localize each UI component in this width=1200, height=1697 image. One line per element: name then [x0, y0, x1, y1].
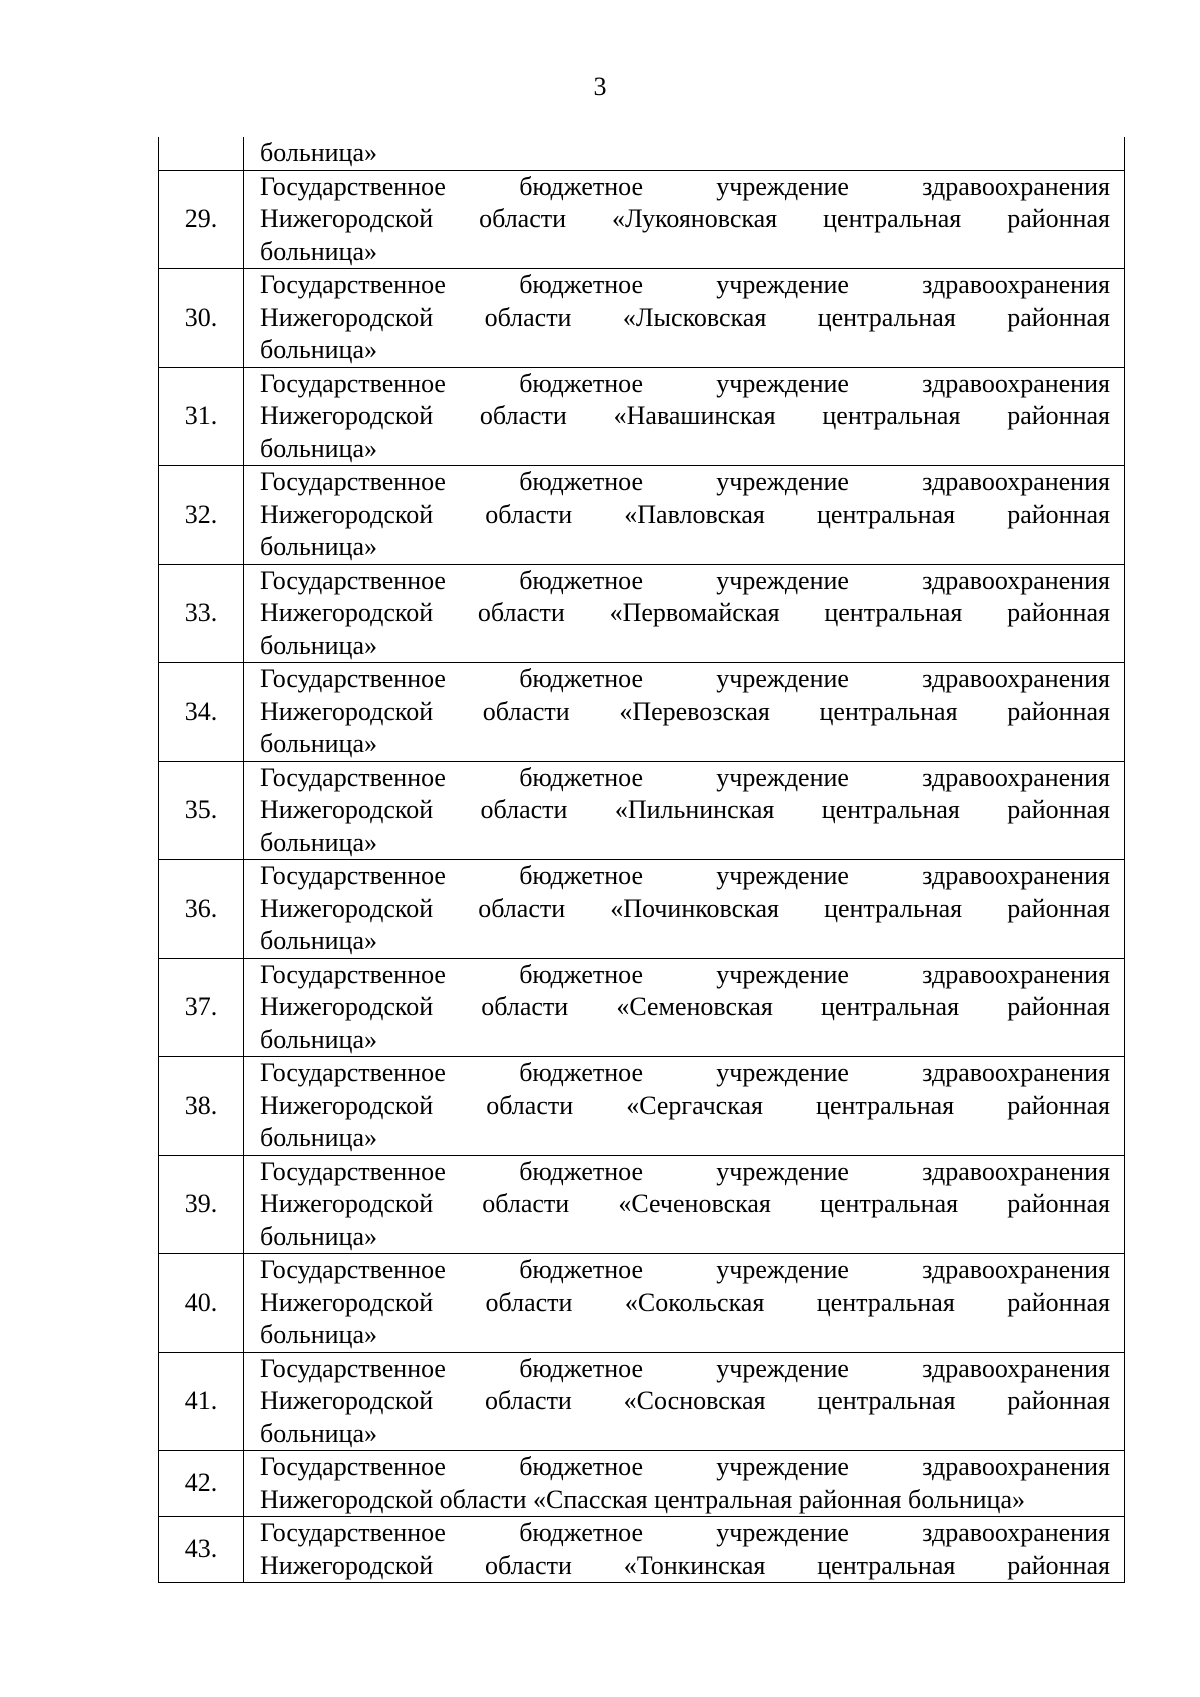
text-line: больница»	[260, 335, 377, 364]
word: центральная	[817, 302, 956, 332]
text-line: больница»	[260, 1320, 377, 1349]
word: районная	[1007, 302, 1110, 332]
table-row	[159, 367, 1125, 466]
word: центральная	[821, 795, 960, 824]
row-number: 30.	[159, 269, 244, 368]
word: Государственное	[260, 1452, 446, 1481]
word: здравоохранения	[922, 1156, 1110, 1186]
word: центральная	[817, 1386, 956, 1415]
text-line: больница»	[260, 827, 377, 857]
text-line	[260, 959, 1110, 992]
text-line	[260, 1550, 1110, 1583]
text-line: больница»	[260, 729, 377, 758]
word: бюджетное	[519, 762, 644, 792]
text-line	[260, 302, 1110, 335]
word: районная	[1007, 1090, 1110, 1120]
word: здравоохранения	[922, 861, 1110, 890]
organization-name	[244, 958, 1125, 1057]
word: Нижегородской	[260, 499, 434, 529]
organizations-table	[158, 137, 1125, 1583]
word: Нижегородской	[260, 1189, 434, 1218]
word: учреждение	[716, 270, 849, 299]
text-line: больница»	[260, 433, 377, 463]
word: области	[479, 204, 567, 233]
word: здравоохранения	[922, 171, 1110, 201]
word: области	[481, 992, 569, 1021]
word: центральная	[820, 1189, 959, 1218]
word: «Навашинская	[613, 401, 776, 430]
word: центральная	[817, 499, 956, 529]
word: районная	[1007, 1287, 1110, 1317]
word: Нижегородской	[260, 302, 434, 332]
word: Нижегородской	[260, 893, 434, 923]
table-row	[159, 1057, 1125, 1156]
text-line: больница»	[260, 926, 377, 955]
word: Нижегородской	[260, 1550, 434, 1580]
text-line	[260, 565, 1110, 598]
text-line	[260, 269, 1110, 302]
word: здравоохранения	[922, 467, 1110, 496]
table-row	[159, 761, 1125, 860]
text-line	[260, 1517, 1110, 1550]
word: области	[485, 1550, 572, 1580]
word: центральная	[819, 696, 958, 726]
word: районная	[1007, 893, 1110, 923]
word: центральная	[816, 1287, 955, 1317]
row-number: 31.	[159, 367, 244, 466]
word: здравоохранения	[922, 565, 1110, 595]
word: здравоохранения	[922, 1058, 1110, 1087]
row-number: 39.	[159, 1155, 244, 1254]
word: бюджетное	[519, 1255, 644, 1284]
word: «Лысковская	[622, 302, 767, 332]
word: Государственное	[260, 171, 446, 201]
word: бюджетное	[519, 861, 644, 890]
word: бюджетное	[519, 959, 644, 989]
table-row	[159, 1517, 1125, 1583]
text-line: больница»	[260, 630, 377, 660]
word: центральная	[820, 992, 960, 1021]
word: центральная	[822, 401, 961, 430]
text-line	[260, 1188, 1110, 1221]
word: области	[485, 499, 573, 529]
text-line	[260, 1090, 1110, 1123]
text-line	[260, 762, 1110, 795]
table-row	[159, 1451, 1125, 1517]
text-line: больница»	[260, 236, 377, 266]
word: Государственное	[260, 664, 446, 693]
word: районная	[1007, 401, 1110, 430]
word: Государственное	[260, 368, 446, 398]
word: центральная	[824, 598, 963, 627]
text-line	[260, 466, 1110, 499]
row-number: 40.	[159, 1254, 244, 1353]
word: здравоохранения	[922, 664, 1110, 693]
table-row	[159, 1155, 1125, 1254]
word: районная	[1007, 204, 1110, 233]
word: учреждение	[716, 762, 849, 792]
text-line	[260, 893, 1110, 926]
word: районная	[1007, 499, 1110, 529]
text-line	[260, 794, 1110, 827]
table-row	[159, 860, 1125, 959]
word: центральная	[817, 1550, 956, 1580]
word: учреждение	[716, 664, 849, 693]
text-line: больница»	[260, 1024, 377, 1054]
table-row	[159, 466, 1125, 565]
table-row	[159, 170, 1125, 269]
organization-name-cell	[244, 137, 1125, 170]
text-line	[260, 663, 1110, 696]
organization-name	[244, 269, 1125, 368]
word: «Сосновская	[623, 1386, 766, 1415]
table-row	[159, 1352, 1125, 1451]
word: бюджетное	[519, 1058, 644, 1087]
word: бюджетное	[519, 368, 644, 398]
word: «Сергачская	[626, 1090, 763, 1120]
word: Нижегородской	[260, 795, 434, 824]
table-row	[159, 1254, 1125, 1353]
word: районная	[1007, 598, 1110, 627]
organization-name	[244, 1155, 1125, 1254]
word: здравоохранения	[922, 368, 1110, 398]
text-line	[260, 991, 1110, 1024]
word: бюджетное	[519, 171, 644, 201]
word: Государственное	[260, 467, 446, 496]
organization-name	[244, 761, 1125, 860]
word: здравоохранения	[922, 1452, 1110, 1481]
word: области	[477, 598, 565, 627]
word: Нижегородской	[260, 992, 434, 1021]
text-line	[260, 1353, 1110, 1386]
organization-name	[244, 1517, 1125, 1583]
table-row	[159, 958, 1125, 1057]
text-line	[260, 1156, 1110, 1189]
word: Государственное	[260, 1353, 446, 1383]
text-line	[260, 597, 1110, 630]
word: учреждение	[716, 861, 849, 890]
word: области	[484, 1386, 572, 1415]
word: учреждение	[716, 171, 849, 201]
word: учреждение	[716, 1156, 849, 1186]
text-line: больница»	[260, 532, 377, 561]
word: «Тонкинская	[623, 1550, 766, 1580]
word: Государственное	[260, 762, 446, 792]
word: учреждение	[716, 1058, 849, 1087]
row-number: 32.	[159, 466, 244, 565]
organization-name	[244, 367, 1125, 466]
word: области	[480, 795, 568, 824]
table-row	[159, 564, 1125, 663]
word: «Перевозская	[619, 696, 770, 726]
organization-name	[244, 663, 1125, 762]
word: районная	[1007, 795, 1110, 824]
word: учреждение	[716, 1518, 849, 1547]
text-line	[260, 696, 1110, 729]
word: здравоохранения	[922, 1255, 1110, 1284]
text-line	[260, 1057, 1110, 1090]
organization-name	[244, 564, 1125, 663]
word: бюджетное	[519, 1156, 644, 1186]
text-line	[260, 1451, 1110, 1484]
word: бюджетное	[519, 270, 644, 299]
word: области	[478, 893, 566, 923]
word: Государственное	[260, 959, 446, 989]
row-number-cell	[159, 137, 244, 170]
word: учреждение	[716, 1452, 849, 1481]
text-line	[260, 171, 1110, 204]
word: здравоохранения	[922, 1518, 1110, 1547]
row-number: 42.	[159, 1451, 244, 1517]
word: бюджетное	[519, 1353, 644, 1383]
word: центральная	[824, 893, 963, 923]
word: области	[482, 696, 570, 726]
word: «Сокольская	[624, 1287, 765, 1317]
organization-name	[244, 170, 1125, 269]
word: районная	[1007, 696, 1110, 726]
word: учреждение	[716, 467, 849, 496]
word: области	[482, 1189, 570, 1218]
word: Государственное	[260, 1255, 446, 1284]
word: Государственное	[260, 565, 446, 595]
word: «Лукояновская	[612, 204, 778, 233]
word: «Пильнинская	[614, 795, 775, 824]
word: здравоохранения	[922, 959, 1110, 989]
text-line: больница»	[260, 1221, 377, 1251]
word: Государственное	[260, 1156, 446, 1186]
text-line	[260, 499, 1110, 532]
word: Нижегородской	[260, 401, 434, 430]
word: Государственное	[260, 1518, 446, 1547]
word: «Павловская	[624, 499, 765, 529]
organization-name	[244, 466, 1125, 565]
text-line	[260, 1254, 1110, 1287]
word: бюджетное	[519, 467, 644, 496]
row-number: 38.	[159, 1057, 244, 1156]
row-number: 29.	[159, 170, 244, 269]
text-line: больница»	[260, 1418, 377, 1448]
word: районная	[1007, 1189, 1110, 1218]
organization-name	[244, 1057, 1125, 1156]
organization-name	[244, 1352, 1125, 1451]
word: учреждение	[716, 565, 849, 595]
text-line	[260, 860, 1110, 893]
organization-name	[244, 1451, 1125, 1517]
text-line	[260, 203, 1110, 236]
text-line	[260, 368, 1110, 401]
word: районная	[1007, 992, 1110, 1021]
word: Нижегородской	[260, 696, 434, 726]
page-number: 3	[593, 72, 607, 101]
word: области	[484, 302, 572, 332]
word: учреждение	[716, 1255, 849, 1284]
table-body	[159, 137, 1125, 1583]
organization-name	[244, 1254, 1125, 1353]
text-line: больница»	[260, 1123, 377, 1152]
word: Государственное	[260, 861, 446, 890]
row-number: 36.	[159, 860, 244, 959]
word: Нижегородской	[260, 1287, 434, 1317]
row-number: 34.	[159, 663, 244, 762]
word: Нижегородской	[260, 204, 434, 233]
word: «Первомайская	[609, 598, 780, 627]
row-number: 43.	[159, 1517, 244, 1583]
continuation-text: больница»	[260, 138, 377, 167]
word: «Сеченовская	[618, 1189, 771, 1218]
word: области	[486, 1090, 574, 1120]
row-number: 41.	[159, 1352, 244, 1451]
word: здравоохранения	[922, 762, 1110, 792]
word: учреждение	[716, 959, 849, 989]
word: Нижегородской	[260, 1090, 434, 1120]
word: «Семеновская	[616, 992, 773, 1021]
word: здравоохранения	[922, 1353, 1110, 1383]
text-line: Нижегородской области «Спасская центральная районная больница»	[260, 1484, 1025, 1514]
word: Нижегородской	[260, 1386, 434, 1415]
word: области	[479, 401, 567, 430]
word: области	[485, 1287, 573, 1317]
row-number: 33.	[159, 564, 244, 663]
word: центральная	[816, 1090, 955, 1120]
table-row	[159, 269, 1125, 368]
text-line	[260, 1385, 1110, 1418]
word: Государственное	[260, 1058, 446, 1087]
word: районная	[1007, 1550, 1110, 1580]
word: Государственное	[260, 270, 446, 299]
organization-name	[244, 860, 1125, 959]
word: бюджетное	[519, 664, 644, 693]
word: здравоохранения	[922, 270, 1110, 299]
word: учреждение	[716, 368, 849, 398]
word: бюджетное	[519, 1452, 644, 1481]
word: бюджетное	[519, 1518, 644, 1547]
word: учреждение	[716, 1353, 849, 1383]
text-line	[260, 400, 1110, 433]
text-line	[260, 1287, 1110, 1320]
word: Нижегородской	[260, 598, 434, 627]
word: «Починковская	[610, 893, 779, 923]
word: районная	[1007, 1386, 1110, 1415]
table-row	[159, 663, 1125, 762]
row-number: 35.	[159, 761, 244, 860]
table-row-continuation	[159, 137, 1125, 170]
word: центральная	[823, 204, 962, 233]
row-number: 37.	[159, 958, 244, 1057]
word: бюджетное	[519, 565, 644, 595]
